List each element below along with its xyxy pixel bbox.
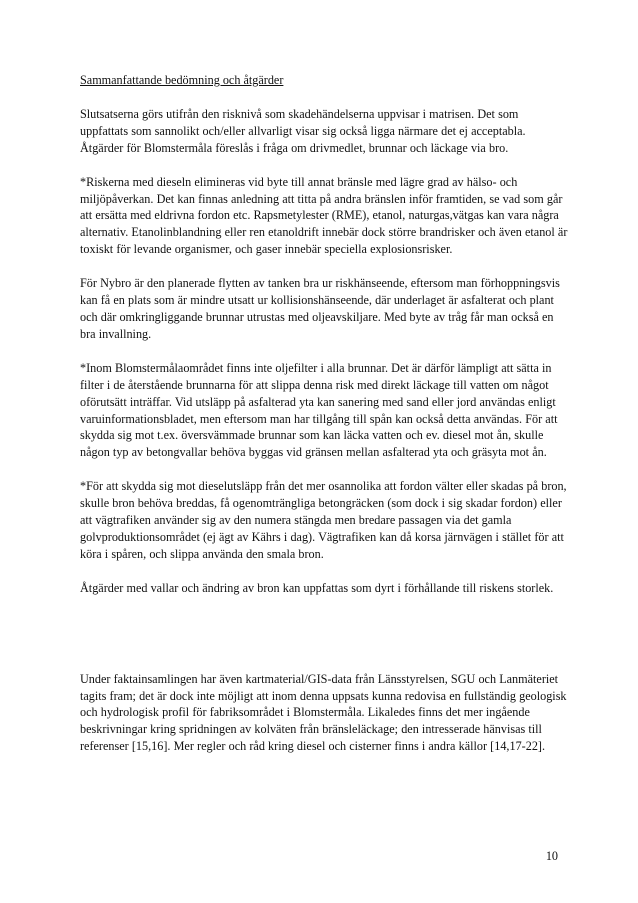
paragraph-diesel-alternatives: *Riskerna med dieseln elimineras vid byte till annat bränsle med lägre grad av hälso- och miljöpåverkan. Det kan finnas anledning att titta på andra bränslen inför framtiden, se vad som går att ersätta med eldrivna fordon etc. Rapsmetylester (RME), etanol, naturgas,vätgas kan vara några alternativ. Etanolinblandning eller ren etanoldrift innebär dock större brandrisker och även etanol är toxiskt för levande organismer, och gaser innebär speciella explosionsrisker. xyxy=(80,174,568,257)
blank-space xyxy=(80,597,568,671)
page-body xyxy=(80,72,568,772)
paragraph-bridge-measures: *För att skydda sig mot dieselutsläpp från det mer osannolika att fordon välter eller skadas på bron, skulle bron behöva breddas, få ogenomträngliga betongräcken (som dock i sig skadar fordon) eller att vägtrafiken använder sig av den numera stängda men bredare passagen via det gamla golvproduktionsområdet (ej ägt av Kährs i dag). Vägtrafiken kan då korsa järnvägen i stället för att köra i spåren, och slippa använda den smala bron. xyxy=(80,479,567,561)
paragraph-cost-assessment: Åtgärder med vallar och ändring av bron kan uppfattas som dyrt i förhållande till riskens storlek. xyxy=(80,580,554,595)
paragraph-conclusions: Slutsatserna görs utifrån den risknivå som skadehändelserna uppvisar i matrisen. Det som uppfattats som sannolikt och/eller allvarligt visar sig också ligga närmare det ej acceptabla. Åtgärder för Blomstermåla föreslås i fråga om drivmedlet, brunnar och läckage via bro. xyxy=(80,106,526,155)
section-heading: Sammanfattande bedömning och åtgärder xyxy=(80,73,284,87)
page-number: 10 xyxy=(545,849,558,863)
paragraph-oil-filters: *Inom Blomstermålaområdet finns inte oljefilter i alla brunnar. Det är därför lämpligt att sätta in filter i de återstående brunnarna för att slippa denna risk med direkt läckage till vatten om något oförutsätt inträffar. Vid utsläpp på asfalterad yta kan sanering med sand eller jord användas enligt varuinformationsbladet, men eftersom man har tillgång till spån kan också detta användas. För att skydda sig mot t.ex. översvämmade brunnar som kan läcka vatten och ev. diesel mot ån, skulle någon typ av betongvallar behöva byggas vid gränsen mellan asfalterad yta och gräsyta mot ån. xyxy=(80,360,558,460)
paragraph-data-sources: Under faktainsamlingen har även kartmaterial/GIS-data från Länsstyrelsen, SGU och Lanmäteriet tagits fram; det är dock inte möjligt att inom denna uppsats kunna redovisa en fullständig geologisk och hydrologisk profil för fabriksområdet i Blomstermåla. Likaledes finns det mer ingående beskrivningar kring spridningen av kolväten från bränsleläckage; den intresserade hänvisas till referenser [15,16]. Mer regler och råd kring diesel och cisterner finns i andra källor [14,17-22]. xyxy=(80,671,567,754)
paragraph-nybro-tank: För Nybro är den planerade flytten av tanken bra ur riskhänseende, eftersom man förhoppningsvis kan få en plats som är mindre utsatt ur kollisionshänseende, där underlaget är asfalterat och plant och där omkringliggande brunnar utrustas med oljeavskiljare. Med byte av tråg får man också en bra invallning. xyxy=(80,276,560,341)
